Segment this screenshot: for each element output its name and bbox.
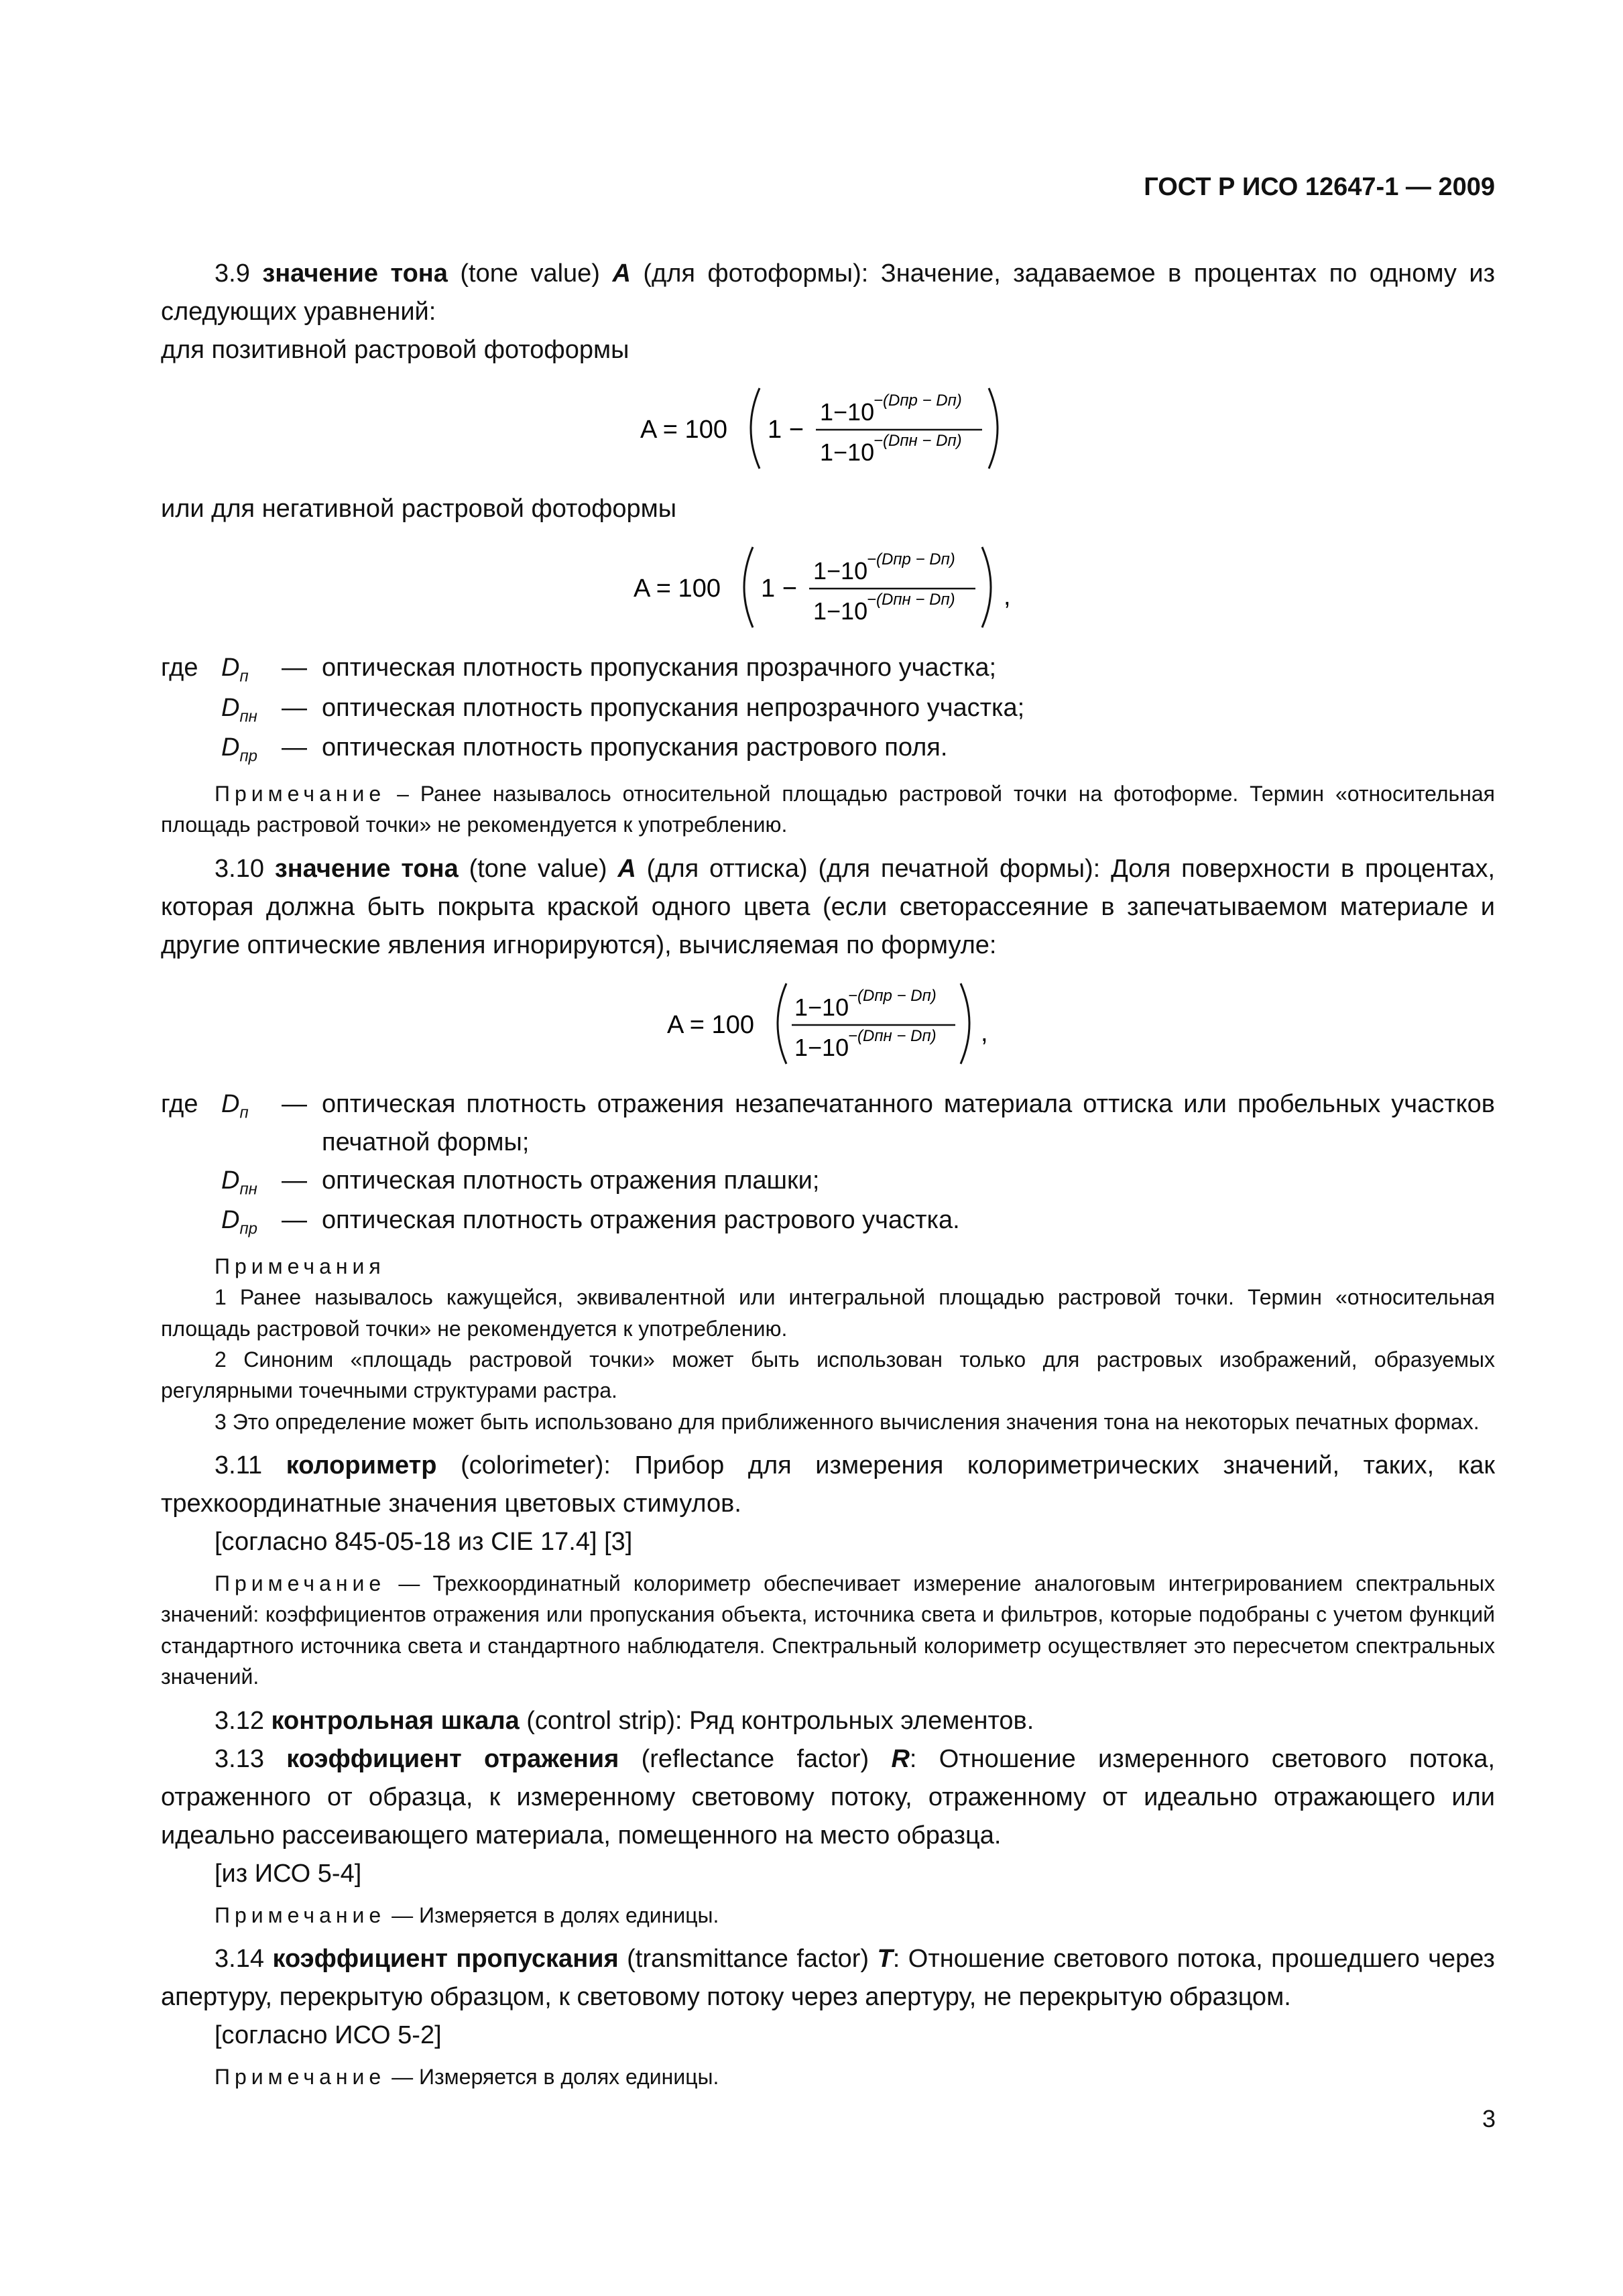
right-paren	[982, 547, 991, 627]
denominator-exponent: −(Dпн − Dп)	[848, 1026, 937, 1045]
note-3-14: Примечание — Измеряется в долях единицы.	[215, 2065, 719, 2090]
numerator-exponent: −(Dпр − Dп)	[848, 986, 937, 1005]
note-3-9: Примечание – Ранее называлось относительной площадью растровой точки на фотоформе. Термин «относительная площадь растровой точки» не рекомендуется к употреблению.	[161, 781, 1496, 837]
page-number: 3	[1482, 2105, 1496, 2132]
note-3-11: Примечание — Трехкоординатный колориметр обеспечивает измерение аналоговым интегрированием спектральных значений: коэффициентов отражения или пропускания объекта, источника света и фильтров, которые подобраны с учетом функций стандартного источника света и стандартного наблюдателя. Спектральный колориметр осуществляет это пересчетом спектральных значений.	[161, 1571, 1496, 1689]
legend-3-10	[161, 1085, 1495, 1242]
numerator-exponent: −(Dпр − Dп)	[874, 391, 962, 410]
numerator: 1−10	[813, 557, 868, 585]
clause-3-12: 3.12 контрольная шкала (control strip): Ряд контрольных элементов.	[215, 1706, 1034, 1735]
clause-3-9: 3.9 значение тона (tone value) A (для фотоформы): Значение, задаваемое в процентах по одному из следующих уравнений:	[161, 259, 1496, 326]
comma: ,	[1004, 583, 1011, 611]
legend-row: где $D_п$ — оптическая плотность пропускания прозрачного участка;	[161, 654, 997, 686]
standard-header: ГОСТ Р ИСО 12647-1 — 2009	[1144, 173, 1495, 201]
numerator: 1−10	[794, 993, 849, 1021]
formula-svg	[634, 540, 1022, 634]
left-paren	[778, 983, 786, 1064]
denominator: 1−10	[813, 597, 868, 625]
one-minus: 1 −	[768, 416, 804, 444]
clause-3-13: 3.13 коэффициент отражения (reflectance factor) R: Отношение измеренного светового потока, отраженного от образца, к измеренному световому потоку, отраженному от идеально отражающего или идеально рассеивающего материала, помещенного на место образца.	[161, 1744, 1496, 1850]
page-content	[161, 255, 1495, 2102]
formula-svg	[640, 381, 1016, 475]
legend-row: где $D_п$ — оптическая плотность отражения незапечатанного материала оттиска или пробельных участков печатной формы;	[161, 1089, 1495, 1156]
formula-positive	[161, 381, 1495, 475]
legend-3-9	[161, 649, 1495, 769]
formula-negative	[161, 540, 1495, 634]
notes-3-10: Примечания 1 Ранее называлось кажущейся, эквивалентной или интегральной площадью растровой точки. Термин «относительная площадь растровой точки» не рекомендуется к употреблению. 2 Синоним «площадь растровой точки» может быть использован только для растровых изображений, образуемых регулярными точечными структурами растра. 3 Это определение может быть использовано для приближенного вычисления значения тона на некоторых печатных формах.	[161, 1254, 1495, 1434]
numerator-exponent: −(Dпр − Dп)	[867, 550, 955, 568]
denominator: 1−10	[820, 438, 875, 466]
term: значение тона	[262, 259, 448, 288]
one-minus: 1 −	[761, 575, 797, 603]
ref-3-14: [согласно ИСО 5-2]	[215, 2021, 442, 2050]
denominator-exponent: −(Dпн − Dп)	[867, 591, 955, 609]
left-paren	[744, 547, 753, 627]
clause-3-11: 3.11 колориметр (colorimeter): Прибор для измерения колориметрических значений, таких, как трехкоординатные значения цветовых стимулов.	[161, 1451, 1495, 1518]
ref-3-11: [согласно 845-05-18 из CIE 17.4] [3]	[215, 1528, 633, 1557]
right-paren	[989, 388, 998, 469]
ref-3-13: [из ИСО 5-4]	[215, 1859, 362, 1888]
legend-row: $D_{пр}$ — оптическая плотность отражения растрового участка.	[221, 1206, 960, 1238]
denominator: 1−10	[794, 1033, 849, 1061]
left-paren	[751, 388, 760, 469]
legend-row: $D_{пн}$ — оптическая плотность пропускания непрозрачного участка;	[221, 693, 1025, 726]
formula-lhs: A = 100	[634, 575, 721, 603]
denominator-exponent: −(Dпн − Dп)	[874, 432, 962, 450]
comma: ,	[981, 1018, 988, 1047]
clause-3-10: 3.10 значение тона (tone value) A (для оттиска) (для печатной формы): Доля поверхности в процентах, которая должна быть покрыта краской одного цвета (если светорассеяние в запечатываемом материале и другие оптические явления игнорируются), вычисляемая по формуле:	[161, 854, 1496, 959]
negative-label: или для негативной растровой фотоформы	[161, 495, 677, 523]
clause-3-14: 3.14 коэффициент пропускания (transmittance factor) T: Отношение светового потока, прошедшего через апертуру, перекрытую образцом, к световому потоку через апертуру, не перекрытую образцом.	[161, 1945, 1495, 2012]
legend-row: $D_{пр}$ — оптическая плотность пропускания растрового поля.	[221, 733, 948, 766]
formula-print	[161, 977, 1495, 1071]
positive-label: для позитивной растровой фотоформы	[161, 336, 629, 364]
formula-lhs: A = 100	[667, 1010, 754, 1039]
formula-svg	[667, 977, 989, 1071]
right-paren	[961, 983, 969, 1064]
legend-row: $D_{пн}$ — оптическая плотность отражения плашки;	[221, 1166, 820, 1199]
numerator: 1−10	[820, 398, 875, 426]
formula-lhs: A = 100	[640, 416, 727, 444]
note-3-13: Примечание — Измеряется в долях единицы.	[215, 1902, 719, 1927]
